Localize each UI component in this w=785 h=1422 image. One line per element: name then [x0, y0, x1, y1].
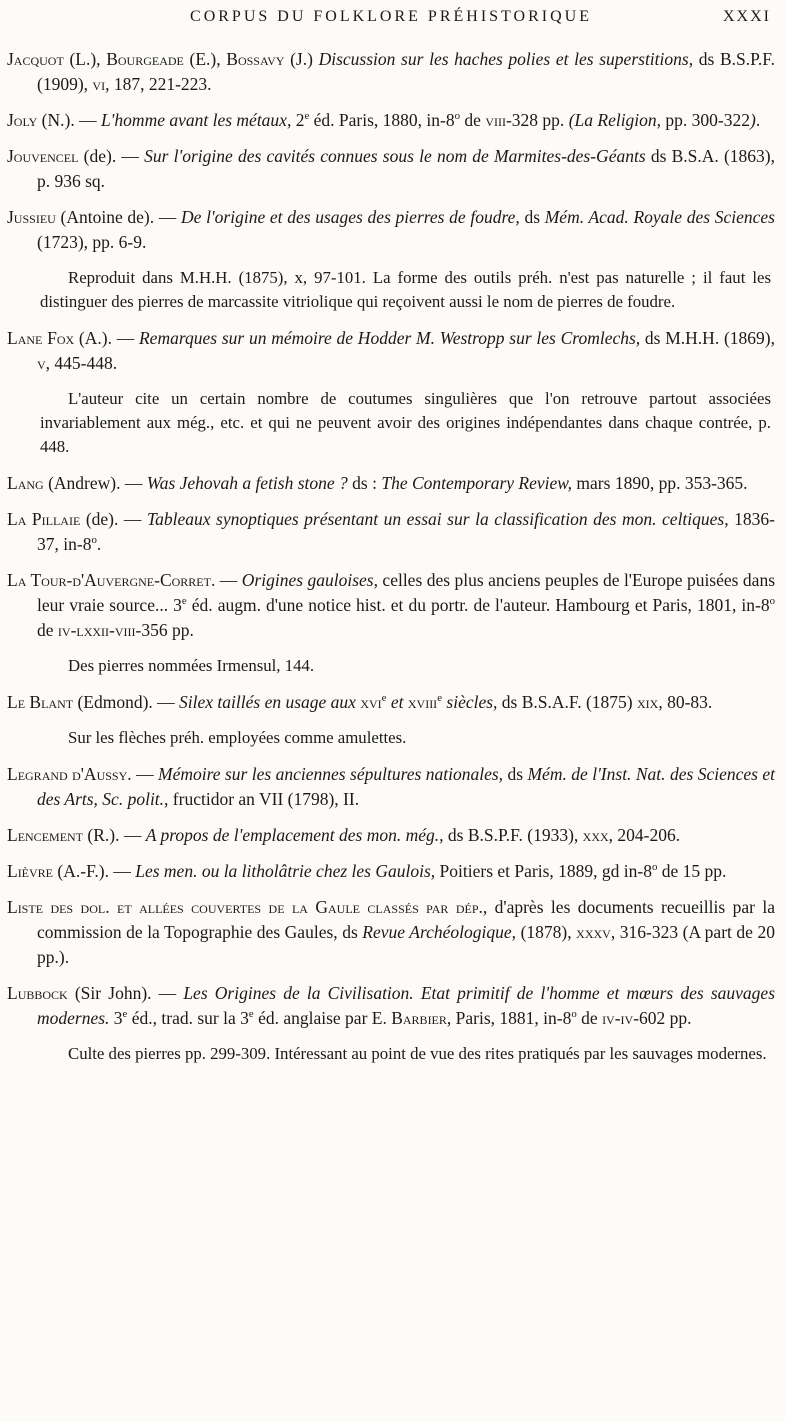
- bibliography-list: [7, 47, 775, 1066]
- entry-text-segment: iv-iv: [602, 1008, 634, 1028]
- entry-text-segment: fructidor an VII (1798), II.: [168, 789, 360, 809]
- entry-text-segment: ds B.S.A. (1863), p. 936 sq.: [37, 146, 775, 191]
- entry-note: Culte des pierres pp. 299-309. Intéressant au point de vue des rites pratiqués par les sauvages modernes.: [68, 1044, 767, 1063]
- entry-text-segment: Les Origines de la Civilisation. Etat primitif de l'homme et mœurs des sauvages modernes.: [37, 983, 776, 1028]
- entry-text-segment: , 187, 221-223.: [105, 74, 212, 94]
- bibliography-entry: [7, 326, 775, 376]
- bibliography-entry: [7, 895, 775, 970]
- entry-text-segment: Jouvencel: [7, 146, 79, 166]
- entry-text-segment: Mémoire sur les anciennes sépultures nationales,: [158, 764, 504, 784]
- entry-text-segment: o: [651, 861, 658, 874]
- entry-text-segment: 2: [291, 110, 305, 130]
- bibliography-entry: [7, 823, 775, 848]
- entry-text-segment: de: [576, 1008, 603, 1028]
- entry-text-segment: La Tour-d'Auvergne-Corret: [7, 570, 211, 590]
- entry-text-segment: iv-lxxii-viii: [57, 620, 136, 640]
- entry-text-segment: Discussion sur les haches polies et les superstitions,: [318, 49, 694, 69]
- bibliography-entry: [7, 471, 775, 496]
- entry-text-segment: Les men. ou la litholâtrie chez les Gaulois,: [135, 861, 436, 881]
- bibliography-entry: [7, 108, 775, 133]
- entry-text-segment: ds: [503, 764, 528, 784]
- entry-text-segment: (A.-F.). —: [53, 861, 136, 881]
- entry-text-segment: 1836-37, in-8: [37, 509, 775, 554]
- bibliography-entry: [7, 568, 775, 643]
- entry-text-segment: de: [37, 620, 58, 640]
- entry-text-segment: De l'origine et des usages des pierres de foudre,: [180, 207, 520, 227]
- entry-text-segment: Liste des dol. et allées couvertes de la Gaule classés par dép.,: [7, 897, 488, 917]
- entry-text-segment: (de). —: [78, 146, 145, 166]
- entry-text-segment: Lane Fox: [7, 328, 75, 348]
- entry-text-segment: e: [122, 1008, 128, 1021]
- entry-text-segment: , 204-206.: [608, 825, 681, 845]
- entry-text-segment: Lencement: [7, 825, 84, 845]
- entry-text-segment: pp. 300-322: [661, 110, 750, 130]
- entry-text-segment: v: [37, 353, 46, 373]
- entry-text-segment: A propos de l'emplacement des mon. még.,: [145, 825, 444, 845]
- entry-text-segment: 3: [109, 1008, 123, 1028]
- entry-text-segment: o: [454, 110, 461, 123]
- entry-text-segment: ds :: [347, 473, 382, 493]
- entry-text-segment: Was Jehovah a fetish stone ?: [146, 473, 348, 493]
- page-header: [7, 8, 775, 34]
- entry-text-segment: ds M.H.H. (1869),: [640, 328, 775, 348]
- entry-text-segment: Sur l'origine des cavités connues sous le nom de Marmites-des-Géants: [144, 146, 646, 166]
- entry-text-segment: Mém. de l'Inst. Nat. des Sciences et des Arts, Sc. polit.,: [37, 764, 776, 809]
- entry-text-segment: Jacquot: [7, 49, 64, 69]
- entry-text-segment: Joly: [7, 110, 38, 130]
- entry-text-segment: Legrand d'Aussy: [7, 764, 128, 784]
- bibliography-entry: [7, 144, 775, 194]
- entry-text-segment: .: [755, 110, 761, 130]
- entry-text-segment: celles des plus anciens peuples de l'Europe puisées dans leur vraie source... 3: [37, 570, 775, 615]
- entry-text-segment: Mém. Acad. Royale des Sciences: [544, 207, 775, 227]
- entry-text-segment: e: [437, 692, 443, 705]
- entry-text-segment: (Edmond). —: [73, 692, 180, 712]
- entry-text-segment: (Andrew). —: [43, 473, 147, 493]
- entry-text-segment: siècles,: [442, 692, 498, 712]
- entry-text-segment: xix: [637, 692, 659, 712]
- entry-text-segment: ds B.S.P.F. (1909),: [37, 49, 775, 94]
- entry-text-segment: -356 pp.: [135, 620, 194, 640]
- entry-text-segment: Le Blant: [7, 692, 74, 712]
- bibliography-entry: [7, 690, 775, 715]
- entry-text-segment: e: [181, 595, 187, 608]
- entry-text-segment: de: [460, 110, 486, 130]
- entry-text-segment: xxx: [582, 825, 609, 845]
- entry-text-segment: , 80-83.: [658, 692, 713, 712]
- entry-text-segment: vi: [92, 74, 106, 94]
- entry-text-segment: . —: [210, 570, 242, 590]
- entry-text-segment: , Paris, 1881, in-8: [446, 1008, 572, 1028]
- entry-text-segment: Barbier: [391, 1008, 447, 1028]
- entry-text-segment: Tableaux synoptiques présentant un essai sur la classification des mon. celtiques,: [146, 509, 729, 529]
- bibliography-entry: [7, 507, 775, 557]
- entry-note: L'auteur cite un certain nombre de coutumes singulières que l'on retrouve partout associées invariablement aux még., etc. et qui ne peuvent avoir des origines indépendantes dans chaque contrée, p. 448.: [40, 389, 771, 456]
- entry-note: Des pierres nommées Irmensul, 144.: [68, 656, 315, 675]
- entry-text-segment: xvi: [360, 692, 382, 712]
- entry-text-segment: ds: [519, 207, 545, 227]
- entry-text-segment: -602 pp.: [633, 1008, 692, 1028]
- entry-text-segment: Origines gauloises,: [241, 570, 378, 590]
- entry-text-segment: éd. anglaise par E.: [253, 1008, 392, 1028]
- entry-text-segment: Bossavy: [226, 49, 285, 69]
- entry-text-segment: (N.). —: [37, 110, 101, 130]
- entry-text-segment: Poitiers et Paris, 1889, gd in-8: [435, 861, 652, 881]
- entry-text-segment: e: [304, 110, 310, 123]
- entry-text-segment: éd. augm. d'une notice hist. et du portr. de l'auteur. Hambourg et Paris, 1801, in-8: [186, 595, 770, 615]
- entry-text-segment: L'homme avant les métaux,: [100, 110, 292, 130]
- entry-note: Reproduit dans M.H.H. (1875), x, 97-101. La forme des outils préh. n'est pas naturelle ; il faut les distinguer des pierres de marcassite vitriolique qui reçoivent aussi le nom de pierres de foudre.: [40, 268, 771, 311]
- entry-text-segment: Lang: [7, 473, 44, 493]
- entry-text-segment: éd., trad. sur la 3: [127, 1008, 249, 1028]
- entry-text-segment: o: [769, 595, 775, 608]
- entry-text-segment: ): [750, 110, 756, 130]
- entry-text-segment: , 445-448.: [45, 353, 118, 373]
- entry-text-segment: viii: [485, 110, 506, 130]
- bibliography-entry: [7, 981, 775, 1031]
- entry-text-segment: xxxv: [576, 922, 611, 942]
- entry-text-segment: . —: [127, 764, 158, 784]
- entry-text-segment: (La Religion,: [568, 110, 662, 130]
- entry-text-segment: , 316-323 (A part de 20 pp.).: [37, 922, 775, 967]
- entry-text-segment: (Sir John). —: [67, 983, 184, 1003]
- entry-text-segment: Bourgeade: [106, 49, 184, 69]
- entry-text-segment: Silex taillés en usage aux: [179, 692, 361, 712]
- entry-text-segment: mars 1890, pp. 353-365.: [572, 473, 748, 493]
- entry-text-segment: ds B.S.P.F. (1933),: [443, 825, 583, 845]
- entry-text-segment: éd. Paris, 1880, in-8: [309, 110, 455, 130]
- running-title: CORPUS DU FOLKLORE PRÉHISTORIQUE: [190, 8, 592, 25]
- entry-text-segment: et: [386, 692, 408, 712]
- entry-text-segment: La Pillaie: [7, 509, 81, 529]
- entry-text-segment: (R.). —: [83, 825, 146, 845]
- entry-text-segment: (Antoine de). —: [55, 207, 181, 227]
- entry-text-segment: The Contemporary Review,: [381, 473, 573, 493]
- bibliography-entry: [7, 859, 775, 884]
- entry-text-segment: o: [91, 534, 97, 547]
- entry-text-segment: (J.): [284, 49, 319, 69]
- entry-note: Sur les flèches préh. employées comme amulettes.: [68, 728, 407, 747]
- entry-text-segment: (A.). —: [74, 328, 139, 348]
- entry-text-segment: ds B.S.A.F. (1875): [497, 692, 638, 712]
- entry-text-segment: e: [381, 692, 387, 705]
- entry-text-segment: xviii: [407, 692, 438, 712]
- entry-text-segment: (E.),: [183, 49, 227, 69]
- entry-text-segment: (L.),: [63, 49, 107, 69]
- entry-text-segment: Remarques sur un mémoire de Hodder M. Westropp sur les Cromlechs,: [138, 328, 641, 348]
- entry-text-segment: Revue Archéologique,: [362, 922, 517, 942]
- entry-text-segment: de 15 pp.: [657, 861, 727, 881]
- entry-text-segment: Lubbock: [7, 983, 68, 1003]
- entry-text-segment: (1723), pp. 6-9.: [37, 232, 147, 252]
- entry-text-segment: Jussieu: [7, 207, 56, 227]
- entry-text-segment: d'après les documents recueillis par la commission de la Topographie des Gaules, ds: [37, 897, 775, 942]
- bibliography-entry: [7, 762, 775, 812]
- entry-text-segment: o: [571, 1008, 577, 1021]
- entry-text-segment: (1878),: [516, 922, 577, 942]
- page-number: XXXI: [723, 8, 771, 25]
- entry-text-segment: Lièvre: [7, 861, 54, 881]
- bibliography-entry: [7, 205, 775, 255]
- entry-text-segment: (de). —: [80, 509, 147, 529]
- entry-text-segment: e: [248, 1008, 254, 1021]
- entry-text-segment: .: [96, 534, 102, 554]
- entry-text-segment: -328 pp.: [505, 110, 569, 130]
- bibliography-entry: [7, 47, 775, 97]
